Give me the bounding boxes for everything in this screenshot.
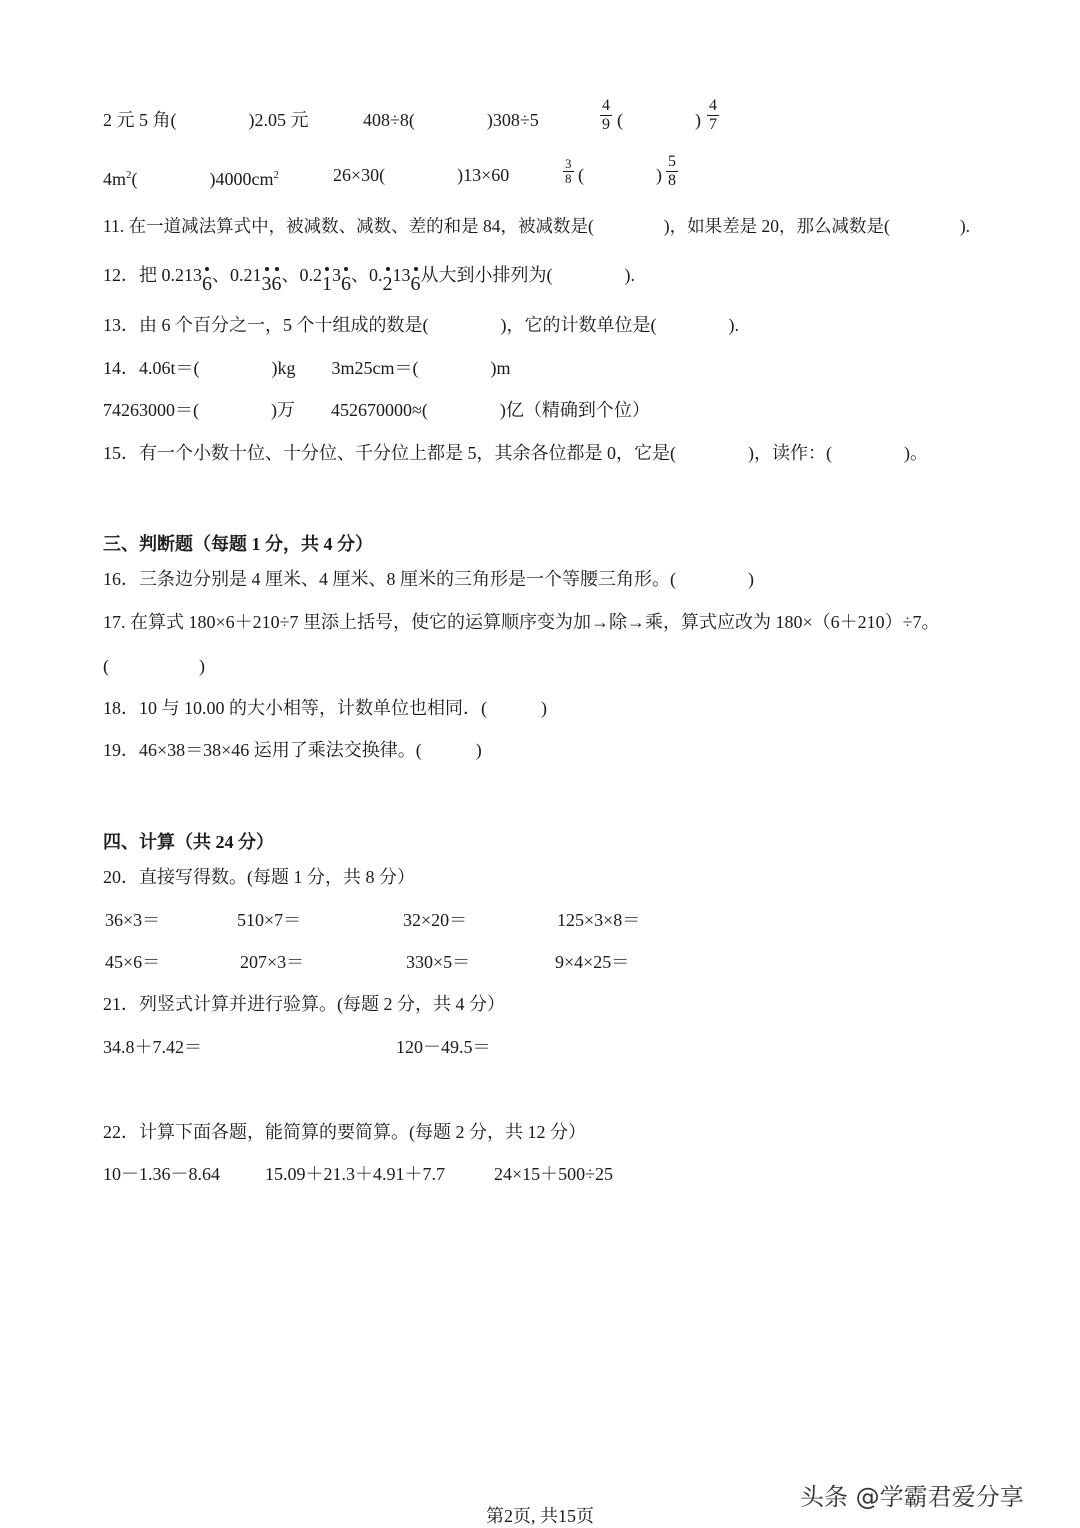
q12-decimal: 、0.21 [212, 265, 262, 285]
question-21: 21．列竖式计算并进行验算。(每题 2 分，共 4 分） [103, 994, 505, 1014]
calc-item: 32×20＝ [403, 910, 468, 930]
area-cm2: ( )4000cm [131, 169, 274, 189]
repeating-digit: 6 [271, 273, 282, 295]
simplify-item: 15.09＋21.3＋4.91＋7.7 [265, 1164, 445, 1184]
superscript: 2 [273, 169, 279, 181]
question-17: 17. 在算式 180×6＋210÷7 里添上括号，使它的运算顺序变为加→除→乘，算式应改为 180×（6＋210）÷7。 [103, 612, 940, 632]
q12-suffix: 从大到小排列为( ). [420, 265, 635, 285]
fraction-5-8 [666, 153, 678, 190]
section-4-heading: 四、计算（共 24 分） [103, 832, 274, 852]
simplify-item: 10－1.36－8.64 [103, 1164, 220, 1184]
calc-item: 207×3＝ [240, 952, 305, 972]
superscript: 2 [126, 169, 132, 181]
question-14-line2: 74263000＝( )万 452670000≈( )亿（精确到个位） [103, 400, 650, 420]
q12-decimal: 、0.2 [281, 265, 322, 285]
repeating-digit: 6 [341, 273, 351, 295]
calc-item: 510×7＝ [237, 910, 302, 930]
fraction-denominator: 7 [709, 116, 717, 133]
calc-item: 45×6＝ [105, 952, 161, 972]
compare-fraction-blank: ( ) [617, 110, 701, 130]
vertical-calc-item: 120－49.5＝ [396, 1037, 491, 1057]
fraction-numerator: 4 [709, 97, 717, 114]
fraction-numerator: 4 [602, 97, 610, 114]
fraction-denominator: 8 [668, 172, 676, 189]
question-17-answer: ( ) [103, 656, 205, 676]
calc-item: 9×4×25＝ [555, 952, 630, 972]
section-3-heading: 三、判断题（每题 1 分，共 4 分） [103, 534, 373, 554]
vertical-calc-item: 34.8＋7.42＝ [103, 1037, 202, 1057]
fraction-denominator: 9 [602, 116, 610, 133]
calc-item: 330×5＝ [406, 952, 471, 972]
compare-area [103, 163, 279, 191]
compare-multiplication: 26×30( )13×60 [333, 165, 510, 185]
question-18: 18．10 与 10.00 的大小相等，计数单位也相同．( ) [103, 698, 547, 718]
repeating-digit: 6 [202, 273, 212, 295]
question-15: 15．有一个小数十位、十分位、千分位上都是 5，其余各位都是 0，它是( )，读作：( )。 [103, 443, 928, 463]
calc-item: 125×3×8＝ [557, 910, 641, 930]
question-14-line1: 14．4.06t＝( )kg 3m25cm＝( )m [103, 358, 511, 378]
q12-digit: 13 [392, 265, 411, 285]
compare-fraction-blank: ( ) [578, 165, 662, 185]
page-footer: 第2页, 共15页 [486, 1506, 594, 1526]
question-20: 20．直接写得数。(每题 1 分，共 8 分） [103, 867, 415, 887]
fraction-numerator: 3 [565, 156, 572, 171]
q12-prefix: 12．把 0.213 [103, 265, 202, 285]
fraction-3-8 [563, 157, 574, 186]
question-22: 22．计算下面各题，能简算的要简算。(每题 2 分，共 12 分） [103, 1122, 586, 1142]
watermark: 头条 @学霸君爱分享 [800, 1483, 1024, 1511]
fraction-numerator: 5 [668, 153, 676, 170]
fraction-4-9 [600, 97, 612, 134]
question-13: 13．由 6 个百分之一，5 个十组成的数是( )，它的计数单位是( ). [103, 315, 739, 335]
repeating-digit: 6 [410, 273, 421, 295]
compare-division: 408÷8( )308÷5 [363, 110, 539, 130]
fraction-denominator: 8 [565, 171, 572, 186]
q12-digit: 3 [332, 265, 341, 285]
question-19: 19．46×38＝38×46 运用了乘法交换律。( ) [103, 740, 482, 760]
question-16: 16．三条边分别是 4 厘米、4 厘米、8 厘米的三角形是一个等腰三角形。( ) [103, 569, 754, 589]
q12-decimal: 、0. [351, 265, 383, 285]
compare-yuan: 2 元 5 角( )2.05 元 [103, 110, 309, 130]
fraction-4-7 [707, 97, 719, 134]
calc-item: 36×3＝ [105, 910, 161, 930]
repeating-digit: 2 [382, 273, 393, 295]
repeating-digit: 1 [322, 273, 332, 295]
question-11: 11. 在一道减法算式中，被减数、减数、差的和是 84，被减数是( )，如果差是 20，那么减数是( ). [103, 216, 971, 236]
area-m2: 4m [103, 169, 127, 189]
repeating-digit: 3 [261, 273, 272, 295]
question-12 [103, 263, 635, 295]
simplify-item: 24×15＋500÷25 [494, 1164, 614, 1184]
